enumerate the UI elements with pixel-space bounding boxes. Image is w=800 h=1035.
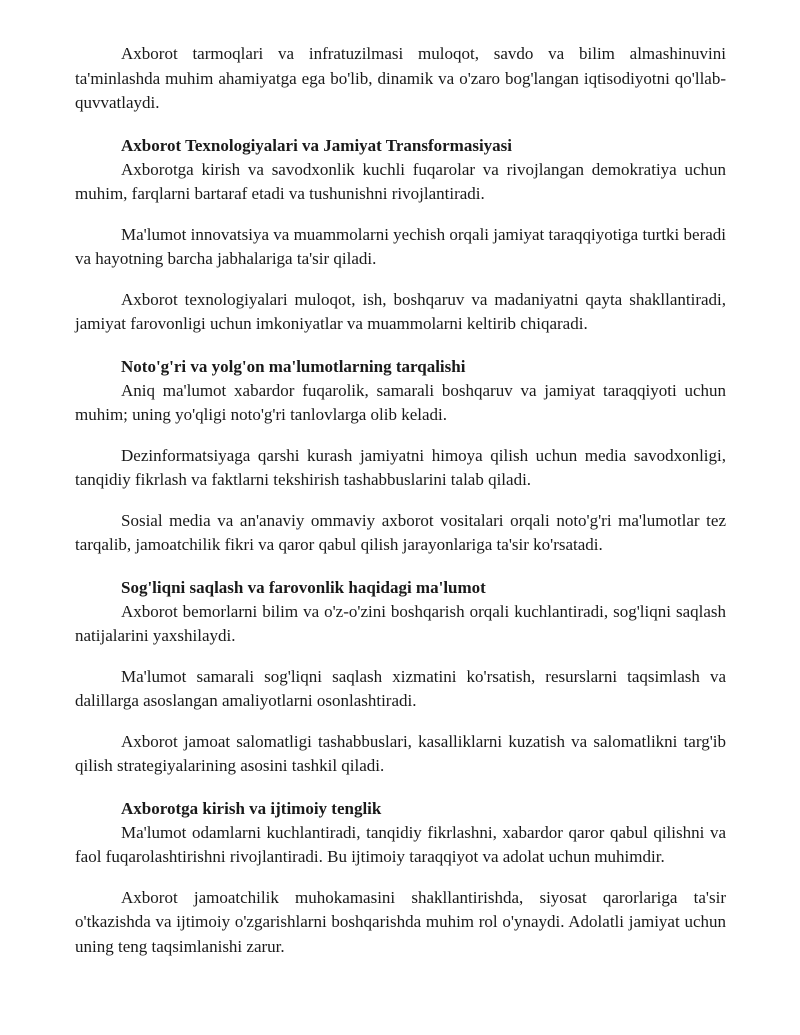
paragraph: Ma'lumot odamlarni kuchlantiradi, tanqidiy fikrlashni, xabardor qaror qabul qilishni va faol fuqarolashtirishni rivojlantiradi. Bu ijtimoiy taraqqiyot va adolat uchun muhimdir. (75, 822, 726, 866)
section-heading: Axborot Texnologiyalari va Jamiyat Transformasiyasi (121, 135, 513, 155)
intro-paragraph: Axborot tarmoqlari va infratuzilmasi muloqot, savdo va bilim almashinuvini ta'minlashda muhim ahamiyatga ega bo'lib, dinamik va o'zaro bog'langan iqtisodiyotni qo'llab-quvvatlaydi. (75, 44, 726, 112)
paragraph: Axborotga kirish va savodxonlik kuchli fuqarolar va rivojlangan demokratiya uchun muhim, farqlarni bartaraf etadi va tushunishni rivojlantiradi. (75, 159, 726, 203)
section-misinformation (75, 355, 726, 558)
section-access-equality (75, 797, 726, 960)
paragraph: Axborot bemorlarni bilim va o'z-o'zini boshqarish orqali kuchlantiradi, sog'liqni saqlash natijalarini yaxshilaydi. (75, 601, 726, 645)
paragraph: Aniq ma'lumot xabardor fuqarolik, samarali boshqaruv va jamiyat taraqqiyoti uchun muhim; uning yo'qligi noto'g'ri tanlovlarga olib keladi. (75, 380, 726, 424)
paragraph: Axborot texnologiyalari muloqot, ish, boshqaruv va madaniyatni qayta shakllantiradi, jamiyat farovonligi uchun imkoniyatlar va muammolarni keltirib chiqaradi. (75, 289, 726, 333)
section-heading: Axborotga kirish va ijtimoiy tenglik (121, 798, 382, 818)
section-heading: Noto'g'ri va yolg'on ma'lumotlarning tarqalishi (121, 356, 466, 376)
paragraph: Ma'lumot innovatsiya va muammolarni yechish orqali jamiyat taraqqiyotiga turtki beradi va hayotning barcha jabhalariga ta'sir qiladi. (75, 224, 726, 268)
paragraph: Axborot jamoat salomatligi tashabbuslari, kasalliklarni kuzatish va salomatlikni targ'ib qilish strategiyalarining asosini tashkil qiladi. (75, 731, 726, 775)
document-page (75, 42, 726, 959)
section-health-info (75, 576, 726, 779)
section-heading: Sog'liqni saqlash va farovonlik haqidagi ma'lumot (121, 577, 486, 597)
paragraph: Axborot jamoatchilik muhokamasini shakllantirishda, siyosat qarorlariga ta'sir o'tkazishda va ijtimoiy o'zgarishlarni boshqarishda muhim rol o'ynaydi. Adolatli jamiyat uchun uning teng taqsimlanishi zarur. (75, 887, 726, 956)
paragraph: Ma'lumot samarali sog'liqni saqlash xizmatini ko'rsatish, resurslarni taqsimlash va dalillarga asoslangan amaliyotlarni osonlashtiradi. (75, 666, 726, 710)
paragraph: Dezinformatsiyaga qarshi kurash jamiyatni himoya qilish uchun media savodxonligi, tanqidiy fikrlash va faktlarni tekshirish tashabbuslarini talab qiladi. (75, 445, 726, 489)
section-it-society (75, 134, 726, 337)
paragraph: Sosial media va an'anaviy ommaviy axborot vositalari orqali noto'g'ri ma'lumotlar tez tarqalib, jamoatchilik fikri va qaror qabul qilish jarayonlariga ta'sir ko'rsatadi. (75, 510, 726, 554)
